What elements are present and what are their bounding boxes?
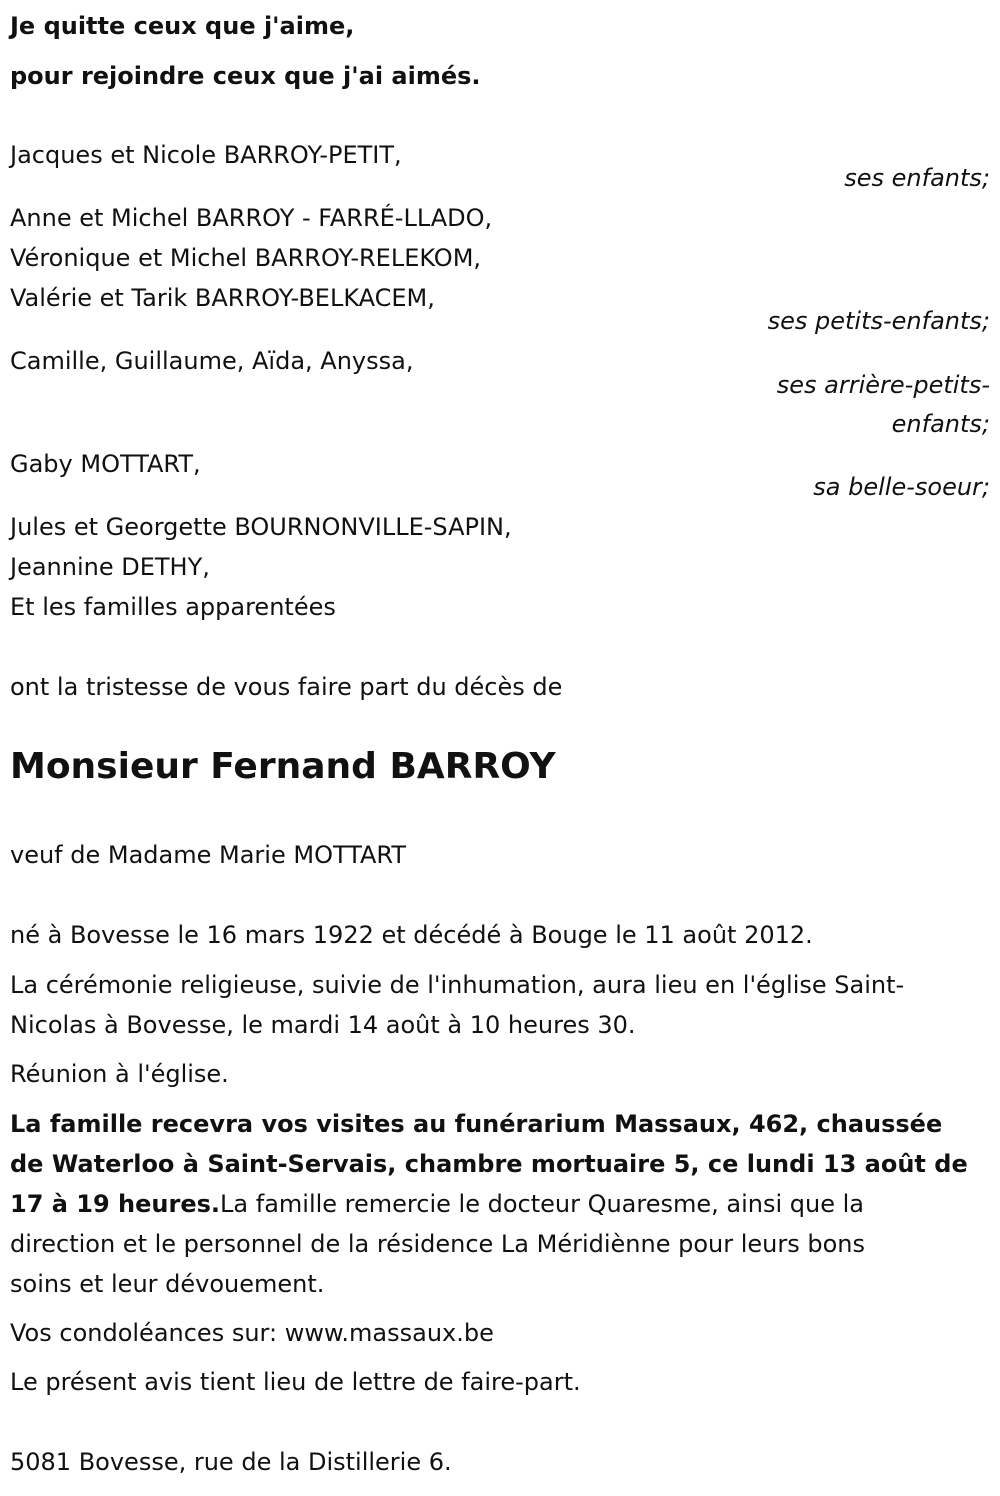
thanks-line-2: direction et le personnel de la résidence La Méridiènne pour leurs bons bbox=[10, 1230, 866, 1258]
sister-in-law-role: sa belle-soeur; bbox=[813, 473, 990, 501]
grandchild-line: Anne et Michel BARROY - FARRÉ-LLADO, bbox=[10, 204, 493, 232]
announcement: ont la tristesse de vous faire part du décès de bbox=[10, 673, 563, 701]
address: 5081 Bovesse, rue de la Distillerie 6. bbox=[10, 1448, 452, 1476]
ceremony-line-1: La cérémonie religieuse, suivie de l'inhumation, aura lieu en l'église Saint- bbox=[10, 971, 905, 999]
great-grandchildren-role-1: ses arrière-petits- bbox=[776, 371, 990, 399]
visits-line-1: La famille recevra vos visites au funérarium Massaux, 462, chaussée bbox=[10, 1110, 943, 1138]
visits-line-3 bbox=[10, 1184, 864, 1224]
birth-death: né à Bovesse le 16 mars 1922 et décédé à Bouge le 11 août 2012. bbox=[10, 921, 813, 949]
other-family-line: Jules et Georgette BOURNONVILLE-SAPIN, bbox=[10, 513, 512, 541]
thanks-line-3: soins et leur dévouement. bbox=[10, 1270, 325, 1298]
great-grandchildren-role-2: enfants; bbox=[891, 410, 990, 438]
deceased-name: Monsieur Fernand BARROY bbox=[10, 746, 556, 787]
other-family-line: Jeannine DETHY, bbox=[10, 553, 210, 581]
condolences-link[interactable]: Vos condoléances sur: www.massaux.be bbox=[10, 1319, 494, 1347]
visits-line-2: de Waterloo à Saint-Servais, chambre mortuaire 5, ce lundi 13 août de bbox=[10, 1150, 968, 1178]
thanks-start: La famille remercie le docteur Quaresme, ainsi que la bbox=[220, 1190, 864, 1218]
visits-hours: 17 à 19 heures. bbox=[10, 1190, 221, 1218]
meeting-place: Réunion à l'église. bbox=[10, 1060, 229, 1088]
ceremony-line-2: Nicolas à Bovesse, le mardi 14 août à 10 heures 30. bbox=[10, 1011, 636, 1039]
widower-of: veuf de Madame Marie MOTTART bbox=[10, 841, 406, 869]
grandchildren-role: ses petits-enfants; bbox=[767, 307, 990, 335]
great-grandchildren-names: Camille, Guillaume, Aïda, Anyssa, bbox=[10, 347, 414, 375]
children-names: Jacques et Nicole BARROY-PETIT, bbox=[10, 141, 402, 169]
other-family-line: Et les familles apparentées bbox=[10, 593, 336, 621]
grandchild-line: Valérie et Tarik BARROY-BELKACEM, bbox=[10, 284, 435, 312]
notice-text: Le présent avis tient lieu de lettre de faire-part. bbox=[10, 1368, 581, 1396]
sister-in-law-names: Gaby MOTTART, bbox=[10, 450, 201, 478]
epigraph-line-2: pour rejoindre ceux que j'ai aimés. bbox=[10, 62, 481, 90]
grandchild-line: Véronique et Michel BARROY-RELEKOM, bbox=[10, 244, 482, 272]
children-role: ses enfants; bbox=[844, 164, 990, 192]
epigraph-line-1: Je quitte ceux que j'aime, bbox=[10, 12, 355, 40]
